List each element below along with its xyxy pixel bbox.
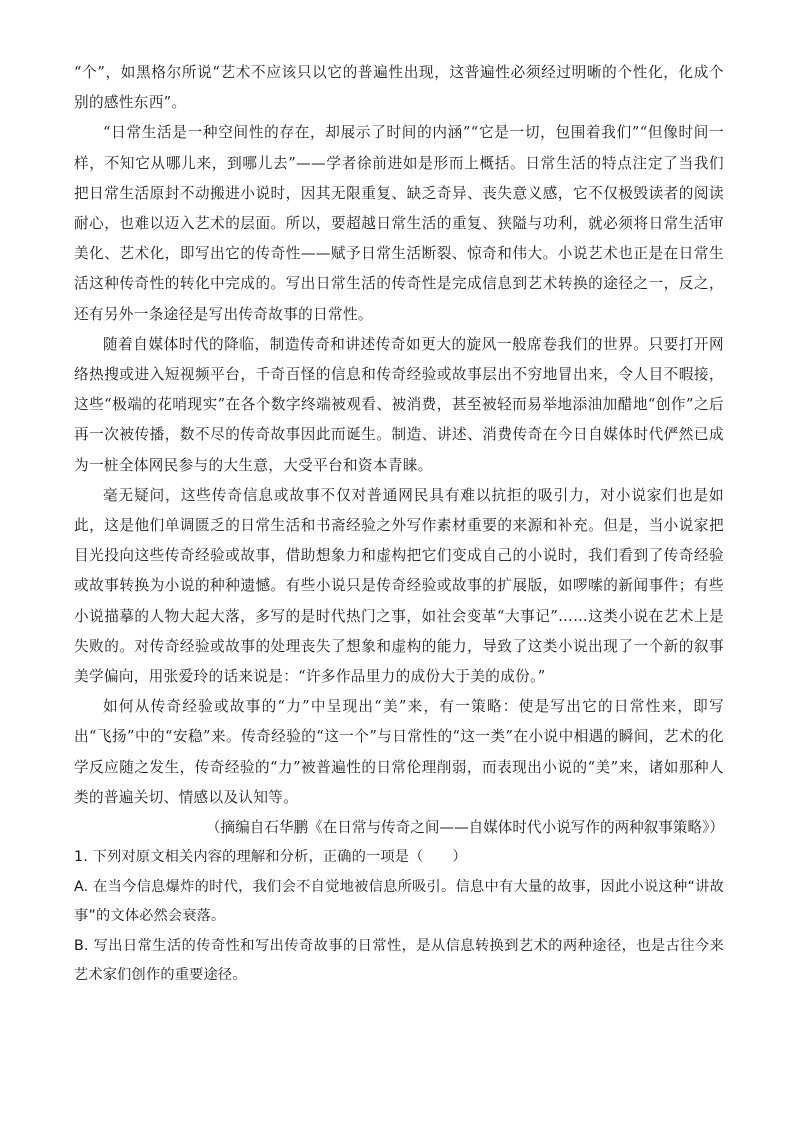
paragraph-attraction: 毫无疑问，这些传奇信息或故事不仅对普通网民具有难以抗拒的吸引力，对小说家们也是如此，这是他们单调匮乏的日常生活和书斋经验之外写作素材重要的来源和补充。但是，当小说家把目光投向这些传奇经验或故事，借助想象力和虚构把它们变成自己的小说时，我们看到了传奇经验或故事转换为小说的种种遗憾。有些小说只是传奇经验或故事的扩展版，如啰嗦的新闻事件；有些小说描摹的人物大起大落，多写的是时代热门之事，如社会变革“大事记”……这类小说在艺术上是失败的。对传奇经验或故事的处理丧失了想象和虚构的能力，导致了这类小说出现了一个新的叙事美学偏向，用张爱玲的话来说是：“许多作品里力的成份大于美的成份。”	[74, 486, 724, 686]
paragraph-daily-life: “日常生活是一种空间性的存在，却展示了时间的内涵”“它是一切，包围着我们”“但像时间一样，不知它从哪儿来，到哪儿去”——学者徐前进如是形而上概括。日常生活的特点注定了当我们把日常生活原封不动搬进小说时，因其无限重复、缺乏奇异、丧失意义感，它不仅极毁读者的阅读耐心，也难以迈入艺术的层面。所以，要超越日常生活的重复、狭隘与功利，就必须将日常生活审美化、艺术化，即写出它的传奇性——赋予日常生活断裂、惊奇和伟大。小说艺术也正是在日常生活这种传奇性的转化中完成的。写出日常生活的传奇性是完成信息到艺术转换的途径之一，反之，还有另外一条途径是写出传奇故事的日常性。	[74, 124, 724, 323]
paragraph-media: 随着自媒体时代的降临，制造传奇和讲述传奇如更大的旋风一般席卷我们的世界。只要打开网络热搜或进入短视频平台，千奇百怪的信息和传奇经验或故事层出不穷地冒出来，令人目不暇接，这些“极端的花哨现实”在各个数字终端被观看、被消费，甚至被轻而易举地添油加醋地“创作”之后再一次被传播，数不尽的传奇故事因此而诞生。制造、讲述、消费传奇在今日自媒体时代俨然已成为一桩全体网民参与的大生意，大受平台和资本青睐。	[74, 335, 724, 474]
question-option-a: A. 在当今信息爆炸的时代，我们会不自觉地被信息所吸引。信息中有大量的故事，因此小说这种“讲故事”的文体必然会衰落。	[74, 878, 724, 925]
article-source: （摘编自石华鹏《在日常与传奇之间——自媒体时代小说写作的两种叙事策略》）	[205, 819, 724, 837]
question-option-b: B. 写出日常生活的传奇性和写出传奇故事的日常性，是从信息转换到艺术的两种途径，也是古往今来艺术家们创作的重要途径。	[74, 937, 724, 984]
paragraph-intro: “个”，如黑格尔所说“艺术不应该只以它的普遍性出现，这普遍性必须经过明晰的个性化，化成个别的感性东西”。	[74, 64, 724, 112]
paragraph-strategy: 如何从传奇经验或故事的“力”中呈现出“美”来，有一策略：使是写出它的日常性来，即写出“飞扬”中的“安稳”来。传奇经验的“这一个”与日常性的“这一类”在小说中相遇的瞬间，艺术的化学反应随之发生，传奇经验的“力”被普遍性的日常伦理削弱，而表现出小说的“美”来，诸如那种人类的普遍关切、情感以及认知等。	[74, 698, 724, 806]
question-stem: 1. 下列对原文相关内容的理解和分析，正确的一项是（ ）	[74, 849, 467, 866]
document-page	[74, 58, 724, 991]
